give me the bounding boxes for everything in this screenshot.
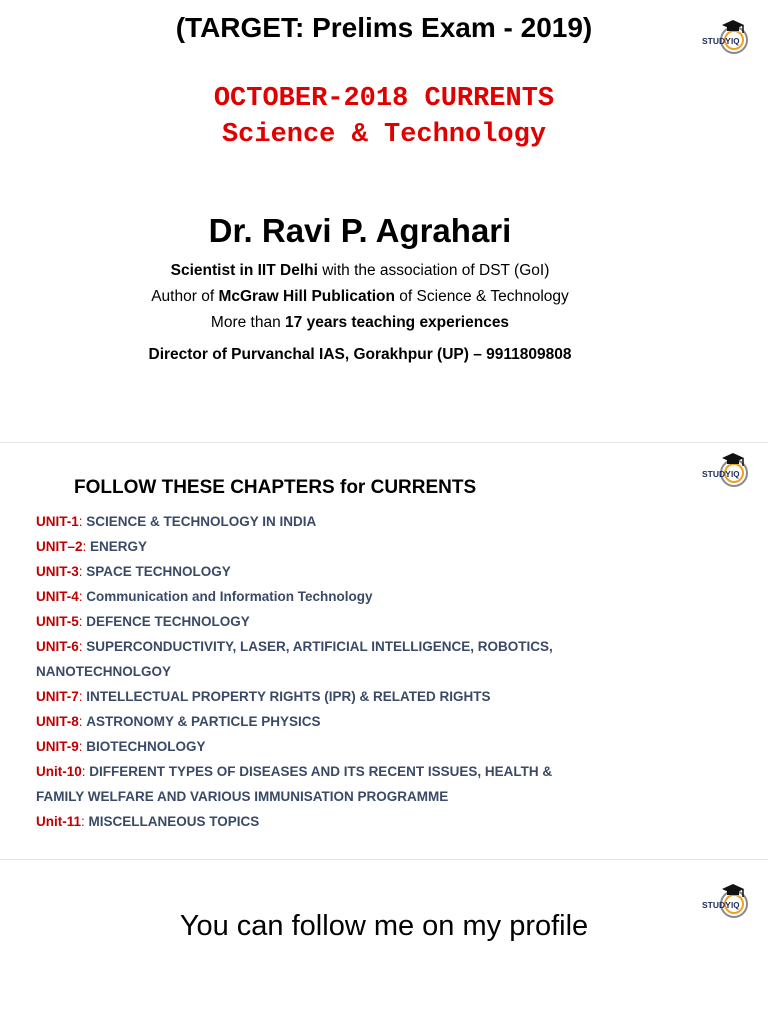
unit-title: FAMILY WELFARE AND VARIOUS IMMUNISATION PROGRAMME — [36, 789, 449, 804]
title-line-2: Science & Technology — [221, 120, 547, 150]
director-line: Director of Purvanchal IAS, Gorakhpur (UP) – 9911809808 — [148, 346, 572, 363]
svg-text:STUDY: STUDY — [702, 900, 731, 910]
unit-title: NANOTECHNOLGOY — [36, 664, 171, 679]
unit-code: UNIT-4 — [36, 589, 79, 604]
unit-title: SUPERCONDUCTIVITY, LASER, ARTIFICIAL INTELLIGENCE, ROBOTICS, — [86, 639, 553, 654]
unit-title: MISCELLANEOUS TOPICS — [88, 814, 260, 829]
unit-item — [36, 584, 553, 609]
unit-separator: : — [81, 764, 90, 779]
bio-line-3 — [0, 314, 720, 332]
unit-item — [36, 634, 553, 659]
unit-separator: : — [78, 639, 87, 654]
svg-text:IQ: IQ — [731, 901, 740, 910]
svg-text:IQ: IQ — [731, 470, 740, 479]
unit-code: UNIT–2 — [36, 539, 83, 554]
unit-code: UNIT-9 — [36, 739, 79, 754]
unit-separator: : — [78, 589, 87, 604]
svg-text:STUDY: STUDY — [702, 36, 731, 46]
unit-separator: : — [78, 714, 87, 729]
unit-code: UNIT-3 — [36, 564, 79, 579]
bio-line-2 — [0, 288, 720, 306]
bio-line-3-bold: 17 years teaching experiences — [285, 314, 510, 331]
unit-item — [36, 784, 553, 809]
unit-title: ENERGY — [90, 539, 148, 554]
bio-line-4 — [0, 346, 720, 364]
unit-separator: : — [78, 514, 87, 529]
unit-separator: : — [82, 539, 91, 554]
bio-line-1-rest: with the association of DST (GoI) — [317, 262, 550, 279]
bio-line-1-bold: Scientist in IIT Delhi — [170, 262, 318, 279]
bio-line-3-pre: More than — [210, 314, 286, 331]
unit-item — [36, 659, 553, 684]
unit-title: DIFFERENT TYPES OF DISEASES AND ITS RECENT ISSUES, HEALTH & — [89, 764, 553, 779]
unit-item — [36, 809, 553, 834]
unit-code: Unit-11 — [36, 814, 82, 829]
unit-code: UNIT-8 — [36, 714, 79, 729]
slide-chapters — [0, 443, 768, 859]
author-name: Dr. Ravi P. Agrahari — [208, 212, 512, 249]
unit-code: UNIT-5 — [36, 614, 79, 629]
unit-item — [36, 759, 553, 784]
bio-line-2-rest: of Science & Technology — [395, 288, 569, 305]
unit-title: DEFENCE TECHNOLOGY — [86, 614, 250, 629]
bio-line-2-pre: Author of — [151, 288, 219, 305]
unit-code: Unit-10 — [36, 764, 82, 779]
studyiq-logo-icon — [700, 449, 748, 489]
unit-title: SCIENCE & TECHNOLOGY IN INDIA — [86, 514, 317, 529]
target-heading: (TARGET: Prelims Exam - 2019) — [175, 12, 593, 43]
bio-line-1 — [0, 262, 720, 280]
title-line-1: OCTOBER-2018 CURRENTS — [213, 84, 555, 114]
unit-separator: : — [78, 689, 87, 704]
studyiq-logo-icon — [700, 16, 748, 56]
follow-text: You can follow me on my profile — [179, 910, 589, 942]
unit-title: ASTRONOMY & PARTICLE PHYSICS — [86, 714, 321, 729]
svg-text:STUDY: STUDY — [702, 469, 731, 479]
unit-title: BIOTECHNOLOGY — [86, 739, 206, 754]
unit-title: Communication and Information Technology — [86, 589, 373, 604]
unit-item — [36, 509, 553, 534]
unit-title: SPACE TECHNOLOGY — [86, 564, 231, 579]
unit-separator: : — [78, 564, 87, 579]
slide-title — [0, 0, 768, 442]
unit-item — [36, 709, 553, 734]
unit-item — [36, 734, 553, 759]
studyiq-logo — [700, 449, 748, 489]
unit-code: UNIT-1 — [36, 514, 79, 529]
unit-item — [36, 684, 553, 709]
unit-item — [36, 609, 553, 634]
chapters-heading: FOLLOW THESE CHAPTERS for CURRENTS — [74, 477, 477, 498]
unit-list — [36, 509, 553, 834]
bio-line-2-bold: McGraw Hill Publication — [218, 288, 395, 305]
unit-title: INTELLECTUAL PROPERTY RIGHTS (IPR) & RELATED RIGHTS — [86, 689, 491, 704]
svg-text:IQ: IQ — [731, 37, 740, 46]
studyiq-logo — [700, 16, 748, 56]
unit-separator: : — [78, 614, 87, 629]
unit-code: UNIT-6 — [36, 639, 79, 654]
unit-code: UNIT-7 — [36, 689, 79, 704]
unit-separator: : — [78, 739, 87, 754]
slide-follow — [0, 860, 768, 1024]
unit-item — [36, 534, 553, 559]
unit-item — [36, 559, 553, 584]
unit-separator: : — [81, 814, 89, 829]
